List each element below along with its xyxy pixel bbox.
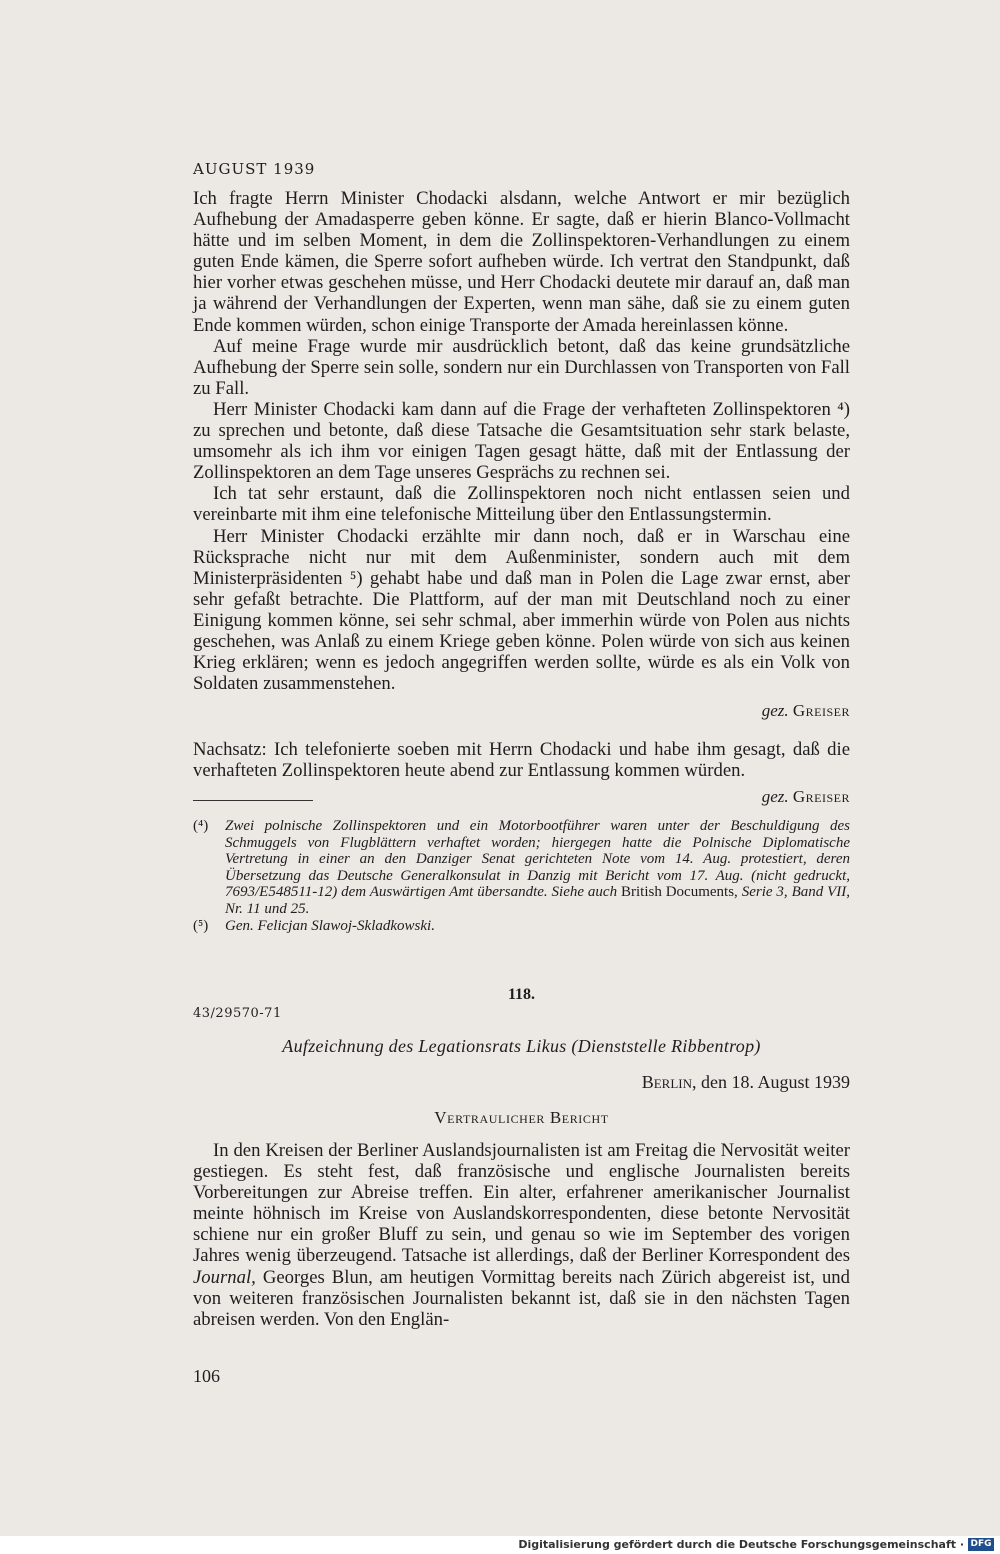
newspaper-name: Journal,: [193, 1266, 256, 1288]
dfg-logo: DFG: [968, 1538, 994, 1551]
report-heading: Vertraulicher Bericht: [434, 1108, 609, 1127]
footnote-number: (⁵): [193, 917, 209, 934]
footnote-text: [225, 818, 850, 918]
digitization-footer: [0, 1536, 1000, 1554]
running-header: AUGUST 1939: [193, 160, 316, 178]
paragraph: Ich fragte Herrn Minister Chodacki alsdann, welche Antwort er mir bezüglich Aufhebung der Amadasperre geben könne. Er sagte, daß er hierin Blanco-Vollmacht hätte und im selben Moment, in dem die Zollinspektoren-Verhandlungen zu einem guten Ende kämen, die Sperre sofort aufheben würde. Ich vertrat den Standpunkt, daß hier vorher etwas geschehen müsse, und Herr Chodacki deutete mir darauf an, daß man ja während der Verhandlungen der Experten, wenn man sähe, daß sie zu einem guten Ende kommen würden, schon einige Transporte der Amada hereinlassen könne.: [193, 188, 850, 336]
document-number: 118.: [507, 986, 536, 1003]
footer-credit: Digitalisierung gefördert durch die Deutsche Forschungsgemeinschaft ·: [518, 1538, 964, 1551]
document-title: Aufzeichnung des Legationsrats Likus (Dienststelle Ribbentrop): [282, 1036, 761, 1056]
report-text: In den Kreisen der Berliner Auslandsjournalisten ist am Freitag die Nervosität weiter gestiegen. Es steht fest, daß französische und englische Journalisten bereits Vorbereitungen zur Abreise treffen. Ein alter, erfahrener amerikanischer Journalist meinte höhnisch im Kreise von Auslandskorrespondenten, diese betonte Nervosität schiene nur ein großer Bluff zu sein, und genau so wie im September des vorigen Jahres wenig überzeugend. Tatsache ist allerdings, daß der Berliner Korrespondent des: [193, 1140, 850, 1267]
paragraph: Ich tat sehr erstaunt, daß die Zollinspektoren noch nicht entlassen seien und vereinbarte mit ihm eine telefonische Mitteilung über den Entlassungstermin.: [193, 483, 850, 526]
signature-gez: gez.: [761, 701, 789, 721]
signature-name: Greiser: [792, 786, 850, 806]
place-date: [193, 1072, 850, 1093]
footnote-rule: [193, 800, 313, 801]
signature-gez: gez.: [761, 786, 789, 806]
report-body: [193, 1140, 850, 1330]
report-text: Georges Blun, am heutigen Vormittag bereits nach Zürich abgereist ist, und von weiteren französischen Journalisten bekannt ist, daß sie in den nächsten Tagen abreisen werden. Von den Englän-: [193, 1266, 850, 1330]
footnote: [193, 818, 850, 918]
postscript: Nachsatz: Ich telefonierte soeben mit Herrn Chodacki und habe ihm gesagt, daß die verhafteten Zollinspektoren heute abend zur Entlassung kommen würden.: [193, 739, 850, 782]
footnote-text-part: British Documents,: [620, 884, 738, 901]
footnotes: [193, 818, 850, 934]
place: Berlin,: [641, 1072, 697, 1092]
signature-name: Greiser: [792, 701, 850, 721]
footnote-number: (⁴): [193, 818, 209, 834]
footnote-text-part: Serie 3, Band VII, Nr. 11 und 25.: [225, 884, 851, 917]
footnote-text-part: Zwei polnische Zollinspektoren und ein Motorbootführer waren unter der Beschuldigung des Schmuggels von Flugblättern verhaftet worden; hiergegen hatte die Polnische Diplomatische Vertretung in einer an den Danziger Senat gerichteten Note vom 14. Aug. protestiert, deren Übersetzung das Deutsche Generalkonsulat in Danzig mit Bericht vom 17. Aug. (nicht gedruckt, 7693/E548511-12) dem Auswärtigen Amt übersandte. Siehe auch: [225, 818, 850, 901]
signature: [193, 700, 850, 721]
letter-body: [193, 188, 850, 807]
footnote-text: Gen. Felicjan Slawoj-Skladkowski.: [225, 917, 435, 934]
signature: [193, 786, 850, 807]
paragraph: Auf meine Frage wurde mir ausdrücklich betont, daß das keine grundsätzliche Aufhebung der Sperre sein solle, sondern nur ein Durchlassen von Transporten von Fall zu Fall.: [193, 335, 850, 399]
date: den 18. August 1939: [700, 1072, 850, 1092]
footnote: [193, 918, 850, 935]
paragraph: [193, 1140, 850, 1330]
paragraph: Herr Minister Chodacki erzählte mir dann noch, daß er in Warschau eine Rücksprache nicht nur mit dem Außenminister, sondern auch mit dem Ministerpräsidenten ⁵) gehabt habe und daß man in Polen die Lage zwar ernst, aber sehr gefaßt betrachte. Die Plattform, auf der man mit Deutschland noch zu einer Einigung kommen könne, sei sehr schmal, aber immerhin würde von Polen aus nichts geschehen, was Anlaß zu einem Kriege geben könne. Polen würde von sich aus keinen Krieg erklären; wenn es jedoch angegriffen werden sollte, würde es als ein Volk von Soldaten zusammenstehen.: [193, 525, 850, 695]
page-number: 106: [193, 1366, 220, 1386]
archive-reference: 43/29570-71: [193, 1006, 282, 1021]
paragraph: Herr Minister Chodacki kam dann auf die Frage der verhafteten Zollinspektoren ⁴) zu sprechen und betonte, daß diese Tatsache die Gesamtsituation sehr stark belaste, umsomehr als ich ihm vor einigen Tagen gesagt hätte, daß mit der Entlassung der Zollinspektoren an dem Tage unseres Gesprächs zu rechnen sei.: [193, 398, 850, 484]
